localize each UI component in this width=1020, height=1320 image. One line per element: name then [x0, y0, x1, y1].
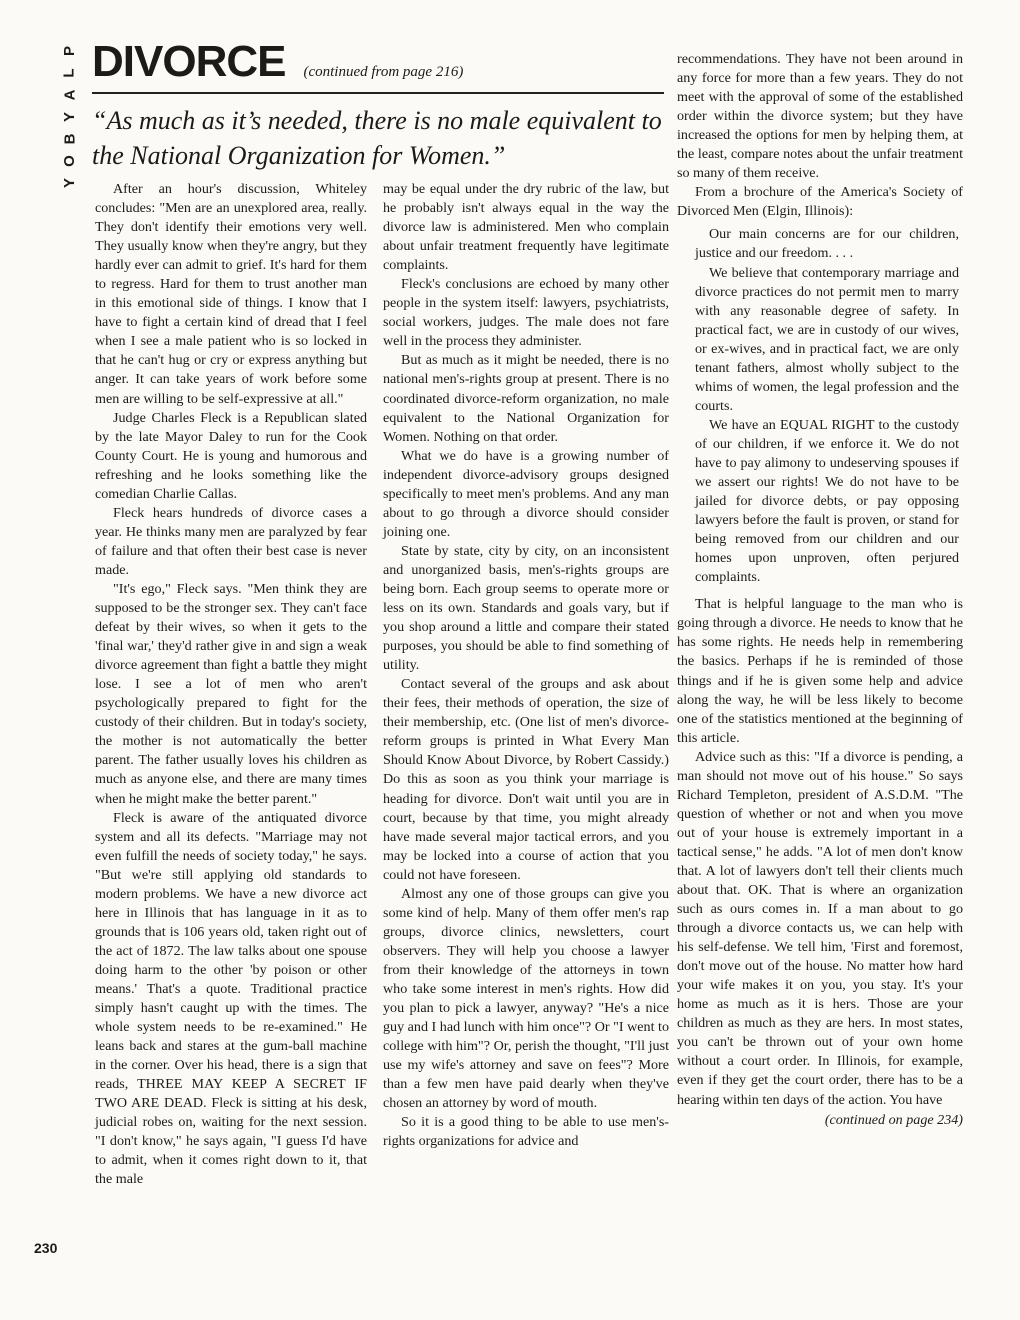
paragraph: That is helpful language to the man who is going through a divorce. He needs to know that he has some rights. He needs help in remembering the basics. Perhaps if he is reminded of those things and if he is given some help and advice along the way, he will be less likely to become one of the statistics mentioned at the beginning of this article. — [677, 596, 963, 746]
paragraph: Fleck's conclusions are echoed by many other people in the system itself: lawyers, psychiatrists, social workers, judges. The male does not fare well in the process they administer. — [383, 276, 669, 350]
quote-paragraph: We have an EQUAL RIGHT to the custody of our children, if we enforce it. We do not have to pay alimony to undeserving spouses if we assert our rights! We do not have to be jailed for divorce debts, or pay opposing lawyers before the fault is proven, or stand for being removed from our children and our homes upon unproven, often perjured complaints. — [695, 416, 959, 586]
continued-on-note: (continued on page 234) — [824, 1111, 963, 1128]
paragraph: After an hour's discussion, Whiteley concludes: "Men are an unexplored area, really. They don't identify their emotions very well. They usually know when they're angry, but they hardly ever can admit to grief. It's hard for them to regress. Hard for them to trust another man in this emotional side of things. I know that I have to fight a certain kind of dread that I feel when I see a male patient who is so locked in that he can't hug or cry or express anything but anger. It can take years of work before some men are willing to be self-expressive at all." — [95, 181, 367, 407]
logo-letter: L — [60, 68, 78, 78]
text-column-3 — [677, 50, 963, 1130]
paragraph: Judge Charles Fleck is a Republican slated by the late Mayor Daley to run for the Cook County Court. He is young and humorous and refreshing and he looks something like the comedian Charlie Callas. — [95, 409, 367, 502]
header-divider — [92, 92, 664, 94]
logo-letter: Y — [60, 111, 78, 123]
paragraph: What we do have is a growing number of independent divorce-advisory groups designed specifically to meet men's problems. And any man about to go through a divorce should consider joining one. — [383, 447, 669, 540]
article-header — [92, 38, 664, 173]
paragraph: "It's ego," Fleck says. "Men think they are supposed to be the stronger sex. They can't face defeat by their wives, so when it gets to the 'final war,' they'd rather give in and sign a weak divorce agreement than fight a battle they might lose. I see a lot of men who aren't psychologically prepared to fight for the custody of their children. But in today's society, the mother is not automatically the better parent. The father usually loves his children as much as anyone else, and there are many times when he might make the better parent." — [95, 580, 367, 807]
text-column-1 — [95, 180, 367, 1189]
logo-letter: B — [61, 133, 78, 145]
paragraph: Advice such as this: "If a divorce is pending, a man should not move out of his house." So says Richard Templeton, president of A.S.D.M. "The question of whether or not and when you move out of your house is extremely important in a tactical sense," he adds. "A lot of men don't know that. A lot of lawyers don't tell their clients much about that. OK. That is where an organization such as ours comes in. If a man about to go through a divorce contacts us, we can help with his self-defense. We tell him, 'First and foremost, don't move out of the house. No matter how hard your wife makes it on you, you stay. It's your home as much as it is hers. Those are your children as much as they are hers. In most states, you can't be thrown out of your own home without a court order. In Illinois, for example, even if they get the court order, there has to be a hearing within ten days of the action. You have — [677, 748, 963, 1108]
paragraph: recommendations. They have not been around in any force for more than a few years. They do not meet with the approval of some of the established order within the divorce system; but they have increased the options for men by helping them, at the least, compare notes about the unfair treatment so many of them receive. — [677, 51, 963, 182]
text-column-2 — [383, 180, 669, 1151]
logo-letter: O — [60, 155, 78, 167]
paragraph: may be equal under the dry rubric of the law, but he probably isn't always equal in the way the divorce law is administered. Men who complain about unfair treatment frequently have legitimate complaints. — [383, 181, 669, 274]
title-row — [92, 38, 664, 86]
quote-paragraph: We believe that contemporary marriage and divorce practices do not permit men to marry with any reasonable degree of safety. In practical fact, we are in custody of our wives, or ex-wives, and in practical fact, we are only tenant fathers, almost wholly subject to the whims of women, the legal profession and the courts. — [695, 264, 959, 414]
paragraph: Almost any one of those groups can give you some kind of help. Many of them offer men's rap groups, divorce clinics, newsletters, court observers. They will help you choose a lawyer from their knowledge of the attorneys in town who take some interest in men's rights. How did you plan to pick a lawyer, anyway? "He's a nice guy and I had lunch with him once"? Or "I went to college with him"? Or, perish the thought, "I'll just use my wife's attorney and save on fees"? More than a few men have paid dearly when they've chosen an attorney by word of mouth. — [383, 885, 669, 1112]
paragraph: But as much as it might be needed, there is no national men's-rights group at present. There is no coordinated divorce-reform organization, no male equivalent to the National Organization for Women. Nothing on that order. — [383, 352, 669, 445]
quote-paragraph: Our main concerns are for our children, justice and our freedom. . . . — [695, 226, 959, 262]
logo-letter: Y — [60, 177, 78, 189]
page-number: 230 — [34, 1240, 58, 1256]
pull-quote: “As much as it’s needed, there is no male equivalent to the National Organization for Women.” — [92, 106, 662, 170]
logo-letter: P — [60, 45, 78, 57]
paragraph: So it is a good thing to be able to use men's-rights organizations for advice and — [383, 1114, 669, 1150]
article-title: DIVORCE — [92, 37, 286, 86]
logo-letter: A — [61, 89, 78, 101]
paragraph: Contact several of the groups and ask about their fees, their methods of operation, the size of their membership, etc. (One list of men's divorce-reform groups is printed in What Every Man Should Know About Divorce, by Robert Cassidy.) Do this as soon as you think your marriage is heading for divorce. Don't wait until you are in court, because by that time, you might already have made several major tactical errors, and you may be locked into a course of action that you could not have foreseen. — [383, 676, 669, 883]
paragraph: Fleck hears hundreds of divorce cases a year. He thinks many men are paralyzed by fear of failure and that often their best case is never made. — [95, 504, 367, 578]
paragraph: State by state, city by city, on an inconsistent and unorganized basis, men's-rights groups are being born. Each group seems to operate more or less on its own. Standards and goals vary, but if you shop around a little and compare their stated purposes, you should be able to find something of utility. — [383, 542, 669, 674]
paragraph: From a brochure of the America's Society of Divorced Men (Elgin, Illinois): — [677, 184, 963, 220]
paragraph: Fleck is aware of the antiquated divorce system and all its defects. "Marriage may not even fulfill the needs of society today," he says. "But we're still applying old standards to modern problems. We have a new divorce act here in Illinois that has language in it as to grounds that is 106 years old, taken right out of the act of 1872. The law talks about one spouse doing harm to the other 'by poison or other means.' That's a quote. Traditional practice simply hasn't caught up with the times. The whole system needs to be re-examined." He leans back and stares at the gum-ball machine in the corner. Over his head, there is a sign that reads, THREE MAY KEEP A SECRET IF TWO ARE DEAD. Fleck is sitting at his desk, judicial robes on, waiting for the next session. "I don't know," he says again, "I guess I'd have to admit, when it comes right down to it, that the male — [95, 809, 367, 1188]
continued-from-note: (continued from page 216) — [303, 64, 464, 80]
brochure-quote — [695, 225, 959, 587]
magazine-logo — [58, 40, 82, 194]
